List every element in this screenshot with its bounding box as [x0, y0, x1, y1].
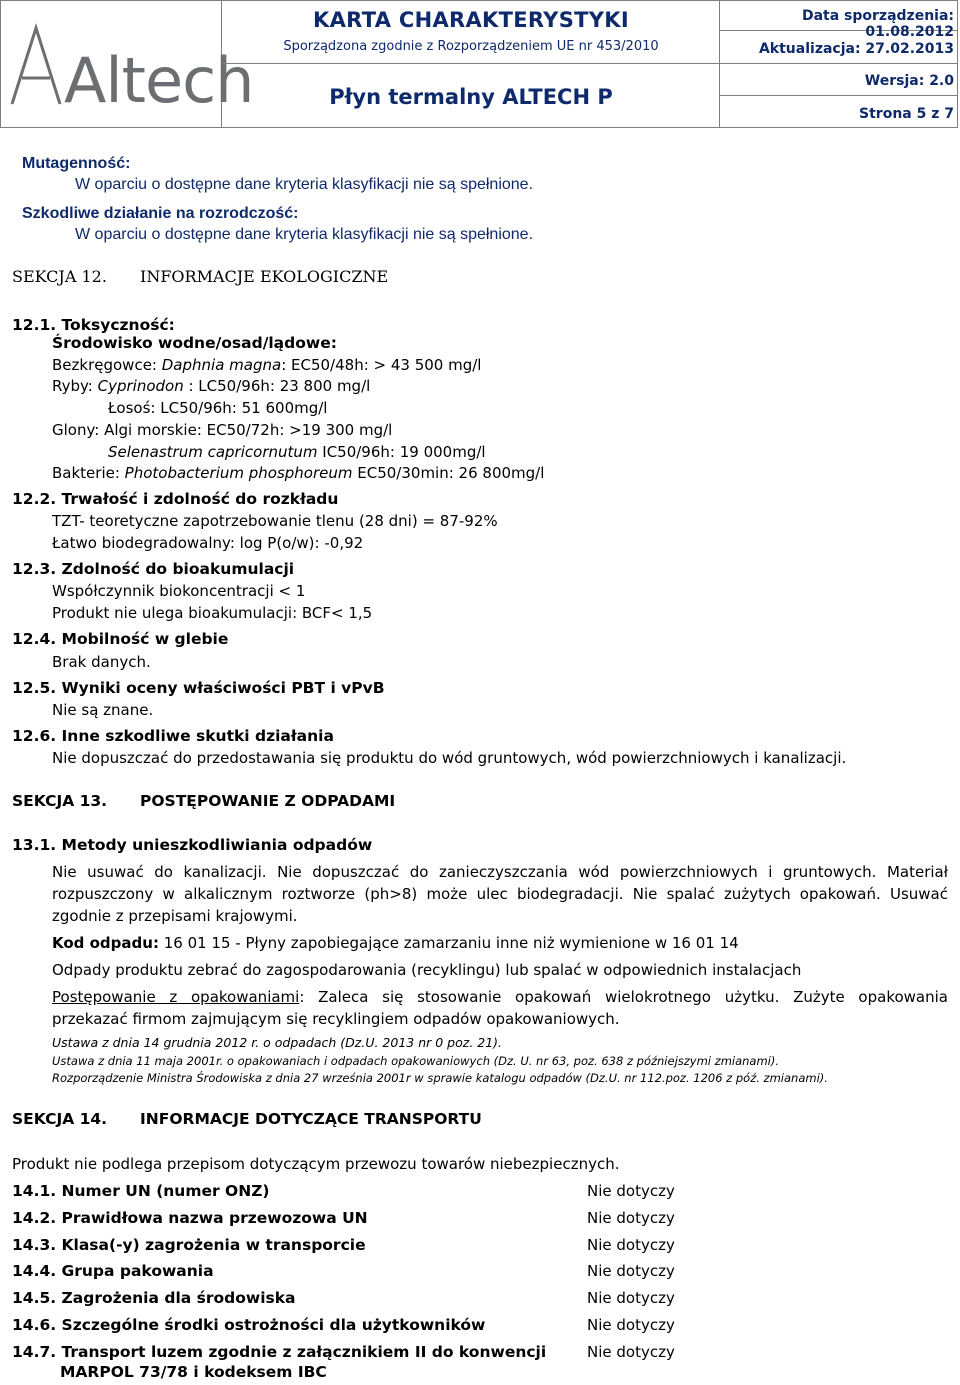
transport-row-label: 14.4. Grupa pakowania	[12, 1262, 214, 1280]
product-name: Płyn termalny ALTECH P	[329, 85, 613, 109]
repro-heading: Szkodliwe działanie na rozrodczość:	[22, 205, 299, 222]
date-updated: Aktualizacja: 27.02.2013	[758, 41, 954, 57]
transport-row-value: Nie dotyczy	[587, 1236, 675, 1254]
section-12-label: SEKCJA 12.	[12, 267, 107, 286]
heading-12-5: 12.5. Wyniki oceny właściwości PBT i vPvB	[12, 679, 385, 697]
transport-row-value: Nie dotyczy	[587, 1182, 675, 1200]
transport-row-value: Nie dotyczy	[587, 1316, 675, 1334]
section-13-title: POSTĘPOWANIE Z ODPADAMI	[140, 792, 396, 810]
transport-row-label: 14.6. Szczególne środki ostrożności dla użytkowników	[12, 1316, 486, 1334]
waste-para-line-1: Nie usuwać do kanalizacji. Nie dopuszczać do zanieczyszczania wód powierzchniowych i gruntowych. Materiał	[52, 863, 948, 881]
packaging-line-2: przekazać firmom zajmującym się recyklingiem odpadów opakowaniowych.	[52, 1010, 620, 1028]
env-heading: Środowisko wodne/osad/lądowe:	[52, 334, 337, 352]
logo-wordmark: Altech	[64, 44, 254, 117]
waste-code-line: Kod odpadu: 16 01 15 - Płyny zapobiegające zamarzaniu inne niż wymienione w 16 01 14	[52, 934, 739, 952]
transport-row-label: 14.3. Klasa(-y) zagrożenia w transporcie	[12, 1236, 366, 1254]
page-number: Strona 5 z 7	[859, 106, 954, 122]
section-14-label: SEKCJA 14.	[12, 1110, 108, 1128]
pbt-line: Nie są znane.	[52, 701, 154, 719]
persistence-line-1: TZT- teoretyczne zapotrzebowanie tlenu (28 dni) = 87-92%	[52, 512, 498, 530]
logo-cell	[0, 0, 254, 128]
bioacc-line-1: Współczynnik biokoncentracji < 1	[52, 582, 306, 600]
altech-logo	[6, 18, 254, 117]
waste-collect-line: Odpady produktu zebrać do zagospodarowania (recyklingu) lub spalać w odpowiednich instalacjach	[52, 961, 802, 979]
tox-line-salmon: Łosoś: LC50/96h: 51 600mg/l	[108, 399, 328, 417]
header-divider	[720, 95, 958, 96]
date-created: Data sporządzenia: 01.08.2012	[801, 8, 954, 40]
document-subtitle: Sporządzona zgodnie z Rozporządzeniem UE nr 453/2010	[283, 39, 659, 54]
section-13-label: SEKCJA 13.	[12, 792, 108, 810]
repro-text: W oparciu o dostępne dane kryteria klasyfikacji nie są spełnione.	[75, 226, 534, 243]
header-divider	[720, 63, 958, 64]
law-reference-2: Ustawa z dnia 11 maja 2001r. o opakowaniach i odpadach opakowaniowych (Dz. U. nr 63, poz. 638 z późniejszymi zmianami).	[52, 1054, 780, 1068]
transport-row-label: 14.7. Transport luzem zgodnie z załącznikiem II do konwencji	[12, 1343, 547, 1361]
waste-para-line-2: rozpuszczony w alkalicznym roztworze (ph>8) może ulec biodegradacji. Nie spalać zużytych opakowań. Usuwać	[52, 885, 948, 903]
transport-row-value: Nie dotyczy	[587, 1262, 675, 1280]
law-reference-3: Rozporządzenie Ministra Środowiska z dnia 27 września 2001r w sprawie katalogu odpadów (Dz.U. nr 112.poz. 1206 z póź. zmianami).	[52, 1071, 828, 1085]
transport-row-value: Nie dotyczy	[587, 1343, 675, 1361]
tox-line-invertebrates: Bezkręgowce: Daphnia magna: EC50/48h: > 43 500 mg/l	[52, 356, 482, 374]
transport-row-label-cont: MARPOL 73/78 i kodeksem IBC	[60, 1363, 327, 1381]
transport-row-label: 14.2. Prawidłowa nazwa przewozowa UN	[12, 1209, 368, 1227]
transport-row-label: 14.5. Zagrożenia dla środowiska	[12, 1289, 296, 1307]
waste-para-line-3: zgodnie z przepisami krajowymi.	[52, 907, 298, 925]
law-reference-1: Ustawa z dnia 14 grudnia 2012 r. o odpadach (Dz.U. 2013 nr 0 poz. 21).	[52, 1035, 503, 1050]
mutagen-text: W oparciu o dostępne dane kryteria klasyfikacji nie są spełnione.	[75, 176, 534, 193]
transport-row-value: Nie dotyczy	[587, 1209, 675, 1227]
heading-12-3: 12.3. Zdolność do bioakumulacji	[12, 560, 295, 578]
transport-row-label: 14.1. Numer UN (numer ONZ)	[12, 1182, 270, 1200]
transport-row-value: Nie dotyczy	[587, 1289, 675, 1307]
version: Wersja: 2.0	[864, 73, 954, 89]
mobility-line: Brak danych.	[52, 653, 151, 671]
heading-12-4: 12.4. Mobilność w glebie	[12, 630, 229, 648]
document-header	[0, 0, 960, 128]
tox-line-fish: Ryby: Cyprinodon : LC50/96h: 23 800 mg/l	[52, 377, 371, 395]
mutagen-heading: Mutagenność:	[22, 155, 131, 172]
heading-13-1: 13.1. Metody unieszkodliwiania odpadów	[12, 836, 373, 854]
tox-line-algae: Glony: Algi morskie: EC50/72h: >19 300 mg/l	[52, 421, 393, 439]
header-divider	[222, 63, 720, 64]
heading-12-2: 12.2. Trwałość i zdolność do rozkładu	[12, 490, 339, 508]
tox-line-bacteria: Bakterie: Photobacterium phosphoreum EC50/30min: 26 800mg/l	[52, 464, 545, 482]
section-14-title: INFORMACJE DOTYCZĄCE TRANSPORTU	[140, 1110, 482, 1128]
packaging-line-1: Postępowanie z opakowaniami: Zaleca się stosowanie opakowań wielokrotnego użytku. Zużyte opakowania	[52, 988, 948, 1006]
tox-line-selenastrum: Selenastrum capricornutum IC50/96h: 19 000mg/l	[108, 443, 486, 461]
persistence-line-2: Łatwo biodegradowalny: log P(o/w): -0,92	[52, 534, 364, 552]
heading-12-6: 12.6. Inne szkodliwe skutki działania	[12, 727, 334, 745]
heading-12-1: 12.1. Toksyczność:	[12, 316, 175, 334]
other-effects-line: Nie dopuszczać do przedostawania się produktu do wód gruntowych, wód powierzchniowych i kanalizacji.	[52, 749, 847, 767]
section-12-title: INFORMACJE EKOLOGICZNE	[140, 267, 389, 286]
bioacc-line-2: Produkt nie ulega bioakumulacji: BCF< 1,5	[52, 604, 373, 622]
transport-intro: Produkt nie podlega przepisom dotyczącym przewozu towarów niebezpiecznych.	[12, 1155, 620, 1173]
document-title: KARTA CHARAKTERYSTYKI	[313, 8, 629, 32]
